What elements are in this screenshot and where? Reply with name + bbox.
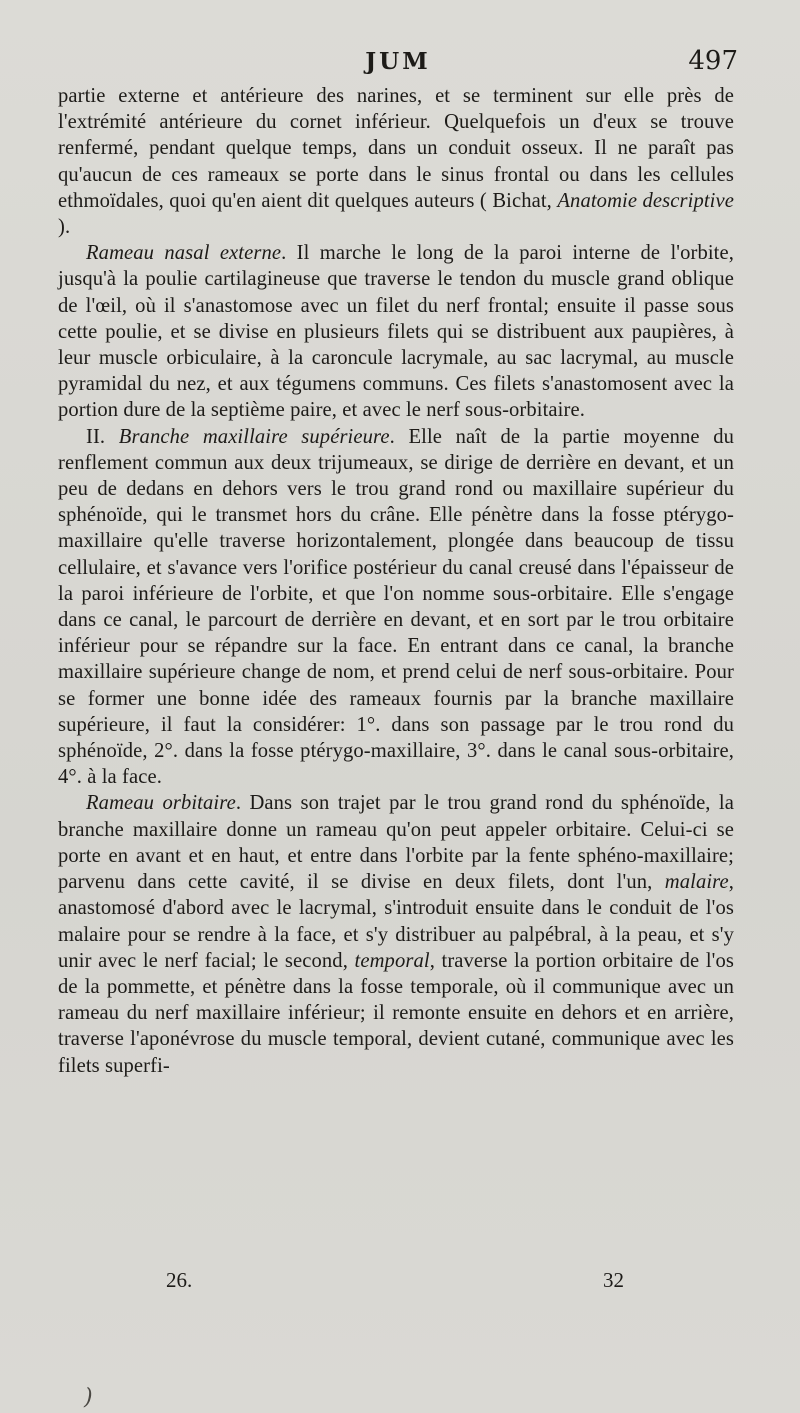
running-head: JUM <box>365 48 431 75</box>
paragraph <box>58 790 734 1078</box>
signature-mark-right: 32 <box>603 1268 624 1292</box>
text-run: . Elle naît de la partie moyenne du renflement commun aux deux trijumeaux, se dirige de derrière en devant, et un peu de dedans en dehors vers le trou grand rond ou maxillaire supérieur du sphénoïde, qui le transmet hors du crâne. Elle pénètre dans la fosse ptérygo-maxillaire qu'elle traverse horizontalement, plongée dans beaucoup de tissu cellulaire, et s'avance vers l'orifice postérieur du canal creusé dans l'épaisseur de la paroi inférieure de l'orbite, et que l'on nomme sous-orbitaire. Elle s'engage dans ce canal, le parcourt de derrière en devant, et en sort par le trou orbitaire inférieur pour se répandre sur la face. En entrant dans ce canal, la branche maxillaire supérieure change de nom, et prend celui de nerf sous-orbitaire. Pour se former une bonne idée des rameaux fournis par la branche maxillaire supérieure, il faut la considérer: 1°. dans son passage par le trou rond du sphénoïde, 2°. dans la fosse ptérygo-maxillaire, 3°. dans le canal sous-orbitaire, 4°. à la face. <box>58 425 734 789</box>
text-run: . Il marche le long de la paroi interne de l'orbite, jusqu'à la poulie cartilagineuse que traverse le tendon du muscle grand oblique de l'œil, où il s'anastomose avec un filet du nerf frontal; ensuite il passe sous cette poulie, et se divise en plusieurs filets qui se distribuent aux paupières, à leur muscle orbiculaire, à la caroncule lacrymale, au sac lacrymal, au muscle pyramidal du nez, et aux tégumens communs. Ces filets s'anastomosent avec la portion dure de la septième paire, et avec le nerf sous-orbitaire. <box>58 242 734 422</box>
text-run: partie externe et antérieure des narines, et se terminent sur elle près de l'extrémité antérieure du cornet inférieur. Quelquefois un d'eux se trouve renfermé, pendant quelque temps, dans un conduit osseux. Il ne paraît pas qu'aucun de ces rameaux se porte dans le sinus frontal ou dans les cellules ethmoïdales, quoi qu'en aient dit quelques auteurs ( Bichat, <box>58 85 734 212</box>
italic-run: Branche maxillaire supérieure <box>118 425 390 448</box>
text-run: ). <box>58 216 71 239</box>
italic-run: malaire <box>664 871 729 894</box>
page-number: 497 <box>688 46 738 76</box>
body-text <box>58 83 734 1079</box>
italic-run: Anatomie descriptive <box>557 189 734 212</box>
paragraph <box>58 83 734 240</box>
italic-run: Rameau nasal externe <box>86 242 282 265</box>
text-run: . Dans son trajet par le trou grand rond du sphénoïde, la branche maxillaire donne un rameau qu'on peut appeler orbitaire. Celui-ci se porte en avant et en haut, et entre dans l'orbite par la fente sphéno-maxillaire; parvenu dans cette cavité, il se divise en deux filets, dont l'un, <box>58 792 734 894</box>
text-run: , traverse la portion orbitaire de l'os de la pommette, et pénètre dans la fosse temporale, où il communique avec un rameau du nerf maxillaire inférieur; il remonte ensuite en dehors et en arrière, traverse l'aponévrose du muscle temporal, devient cutané, communique avec les filets superfi- <box>58 949 734 1077</box>
page-header <box>58 48 738 82</box>
italic-run: Rameau orbitaire <box>86 792 236 815</box>
page-footer <box>58 1268 734 1298</box>
signature-mark-left: 26. <box>166 1268 193 1292</box>
text-run: , anastomosé d'abord avec le lacrymal, s'introduit ensuite dans le conduit de l'os malaire pour se rendre à la face, et s'y distribuer au palpébral, à la peau, et s'y unir avec le nerf facial; le second, <box>58 871 734 972</box>
paragraph <box>58 424 734 791</box>
paragraph <box>58 240 734 423</box>
stray-pen-mark: ) <box>84 1385 93 1410</box>
text-run: II. <box>86 425 119 448</box>
italic-run: temporal <box>354 949 430 972</box>
